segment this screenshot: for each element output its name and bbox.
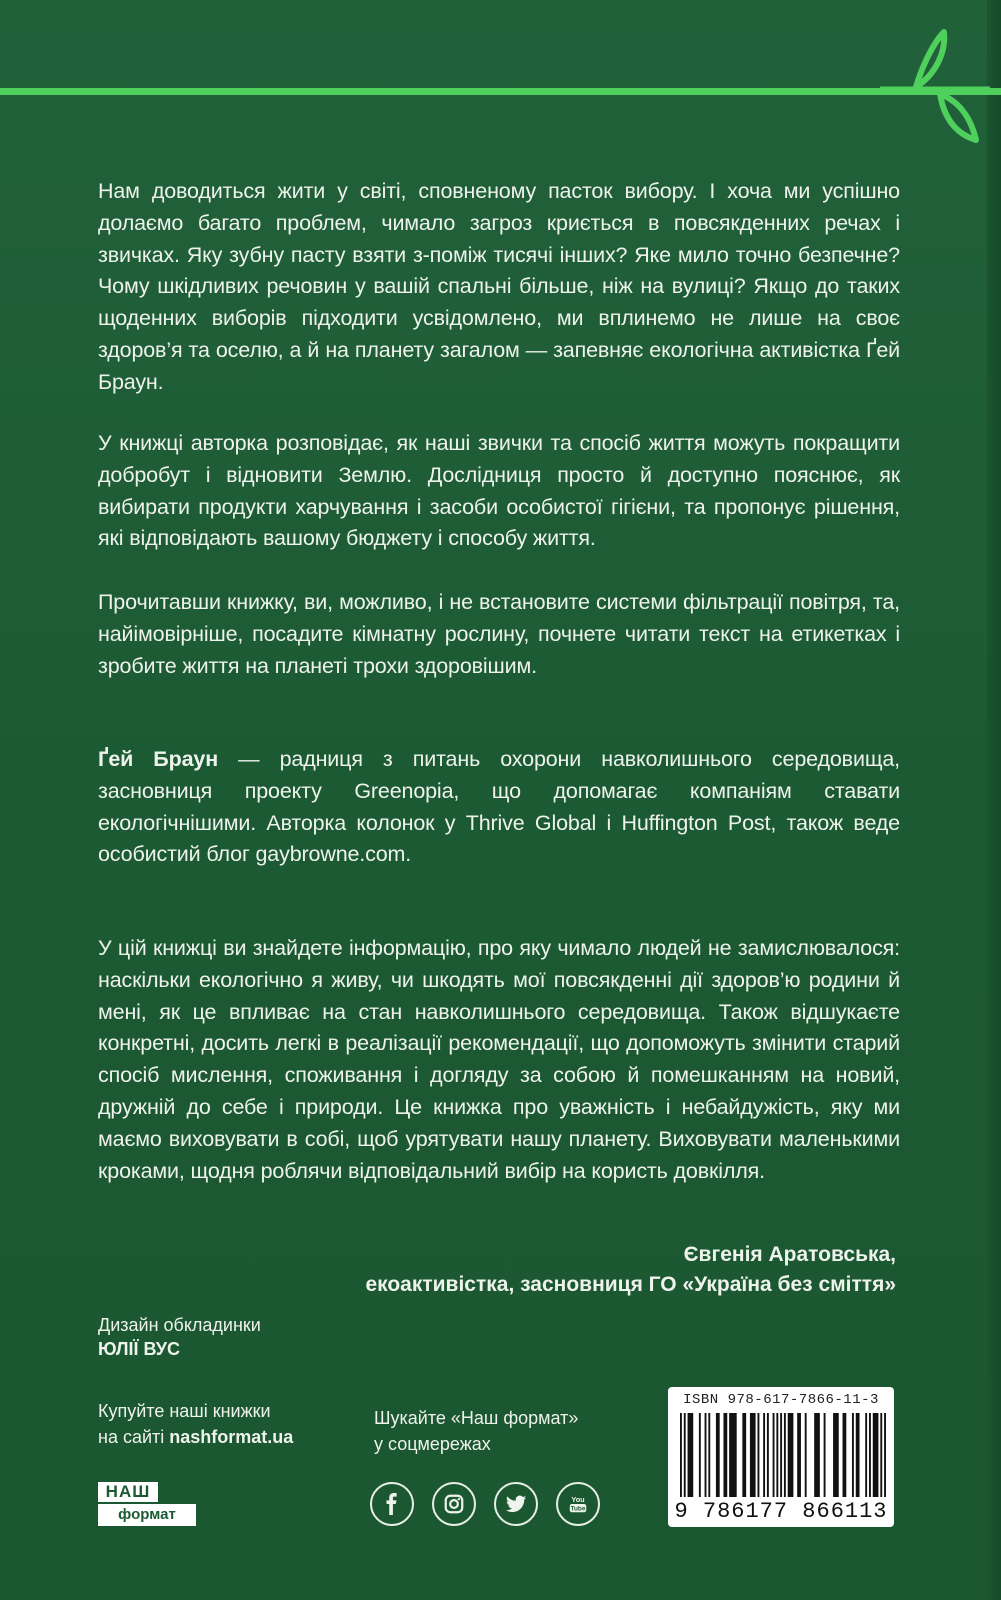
facebook-icon[interactable] [370,1482,414,1526]
barcode-bar [767,1413,769,1497]
buy-line-1: Купуйте наші книжки [98,1401,271,1421]
paragraph-review: У цій книжці ви знайдете інформацію, про яку чимало людей не замислювалося: наскільки екологічно я живу, чи шкодять мої повсякденні дії здоров’ю родини й мені, як це впливає на стан навколишнього середовища. Також відшукаєте конкретні, досить легкі в реалізації рекомендації, що допоможуть змінити старий спосіб мислення, споживання і догляду за собою й помешканням на новий, дружній до себе і природи. Це книжка про уважність і небайдужість, яку ми маємо виховувати в собі, щоб урятувати нашу планету. Виховувати маленькими кроками, щодня роблячи відповідальний вибір на користь довкілля. [98,936,900,1183]
barcode-bar [763,1413,765,1497]
barcode-bar [684,1413,686,1497]
barcode-bar [814,1413,820,1497]
design-label: Дизайн обкладинки [98,1315,261,1335]
barcode-bar [856,1413,860,1497]
barcode-bar [680,1413,682,1497]
barcode-bar [843,1413,847,1497]
barcode-bar [716,1413,720,1497]
cover-edge [987,0,1001,1600]
youtube-icon[interactable] [556,1482,600,1526]
barcode-bar [824,1413,826,1497]
barcode-bar [884,1413,886,1497]
search-line-1: Шукайте «Наш формат» [374,1408,579,1428]
paragraph-after-reading: Прочитавши книжку, ви, можливо, і не встановите системи фільтрації повітря, та, найімовірніше, посадите кімнатну рослину, почнете читати текст на етикетках і зробите життя на планеті трохи здоровішим. [98,590,900,678]
barcode-bar [699,1413,701,1497]
author-name: Ґей Браун [98,747,219,771]
barcode-bars [680,1413,886,1497]
barcode-bar [757,1413,759,1497]
ean-number: 9 786177 866113 [674,1499,888,1524]
barcode-bar [865,1413,867,1497]
barcode-bar [852,1413,854,1497]
logo-bottom-text: формат [98,1504,196,1526]
search-line-2: у соцмережах [374,1434,491,1454]
publisher-site-link[interactable]: nashformat.ua [169,1427,294,1447]
social-icons [370,1482,600,1526]
barcode-bar [797,1413,801,1497]
review-signature [365,1240,896,1300]
svg-text:You: You [571,1495,585,1505]
buy-prefix: на сайті [98,1427,170,1447]
paragraph-author-tells: У книжці авторка розповідає, як наші звички та спосіб життя можуть покращити добробут і відновити Землю. Дослідниця просто й доступно пояснює, як вибирати продукти харчування і засоби особистої гігієни, та пропонує рішення, які відповідають вашому бюджету і способу життя. [98,431,900,551]
barcode-bar [780,1413,782,1497]
barcode [668,1387,894,1527]
twitter-icon[interactable] [494,1482,538,1526]
cover-design-credit [98,1313,261,1361]
barcode-bar [773,1413,775,1497]
leaf-icon [880,10,990,150]
publisher-logo [98,1482,196,1526]
reviewer-name: Євгенія Аратовська, [683,1243,896,1266]
barcode-bar [708,1413,710,1497]
instagram-icon[interactable] [432,1482,476,1526]
barcode-bar [869,1413,871,1497]
barcode-bar [788,1413,794,1497]
author-bio-text: — радниця з питань охорони навколишнього середовища, засновниця проекту Greenopia, що допомагає компаніям ставати екологічнішими. Авторка колонок у Thrive Global і Huffington Post, також веде особистий блог gaybrowne.com. [98,747,900,867]
barcode-bar [833,1413,839,1497]
barcode-bar [784,1413,786,1497]
top-accent-line [0,88,1001,95]
designer-name: ЮЛІЇ ВУС [98,1339,180,1359]
paragraph-author-bio [98,744,900,871]
buy-books-info [98,1398,293,1450]
barcode-bar [742,1413,746,1497]
logo-top-text: НАШ [98,1482,158,1502]
isbn-number: ISBN 978-617-7866-11-3 [683,1392,879,1408]
barcode-bar [723,1413,727,1497]
paragraph-intro: Нам доводиться жити у світі, сповненому пасток вибору. І хоча ми успішно долаємо багато проблем, чимало загроз криється в повсякденних речах і звичках. Яку зубну пасту взяти з-поміж тисячі інших? Яке мило точно безпечне? Чому шкідливих речовин у вашій спальні більше, ніж на вулиці? Якщо до таких щоденних виборів підходити усвідомлено, ми вплинемо не лише на своє здоров’я та оселю, а й на планету загалом — запевняє екологічна активістка Ґей Браун. [98,179,900,394]
barcode-bar [705,1413,707,1497]
barcode-bar [880,1413,882,1497]
barcode-bar [688,1413,694,1497]
barcode-bar [750,1413,756,1497]
barcode-bar [805,1413,807,1497]
reviewer-role: екоактивістка, засновниця ГО «Україна без сміття» [365,1273,896,1296]
barcode-bar [873,1413,879,1497]
svg-text:Tube: Tube [570,1505,586,1513]
barcode-bar [729,1413,737,1497]
buy-line-2 [98,1424,293,1450]
barcode-bar [776,1413,778,1497]
social-search-info [374,1405,578,1457]
